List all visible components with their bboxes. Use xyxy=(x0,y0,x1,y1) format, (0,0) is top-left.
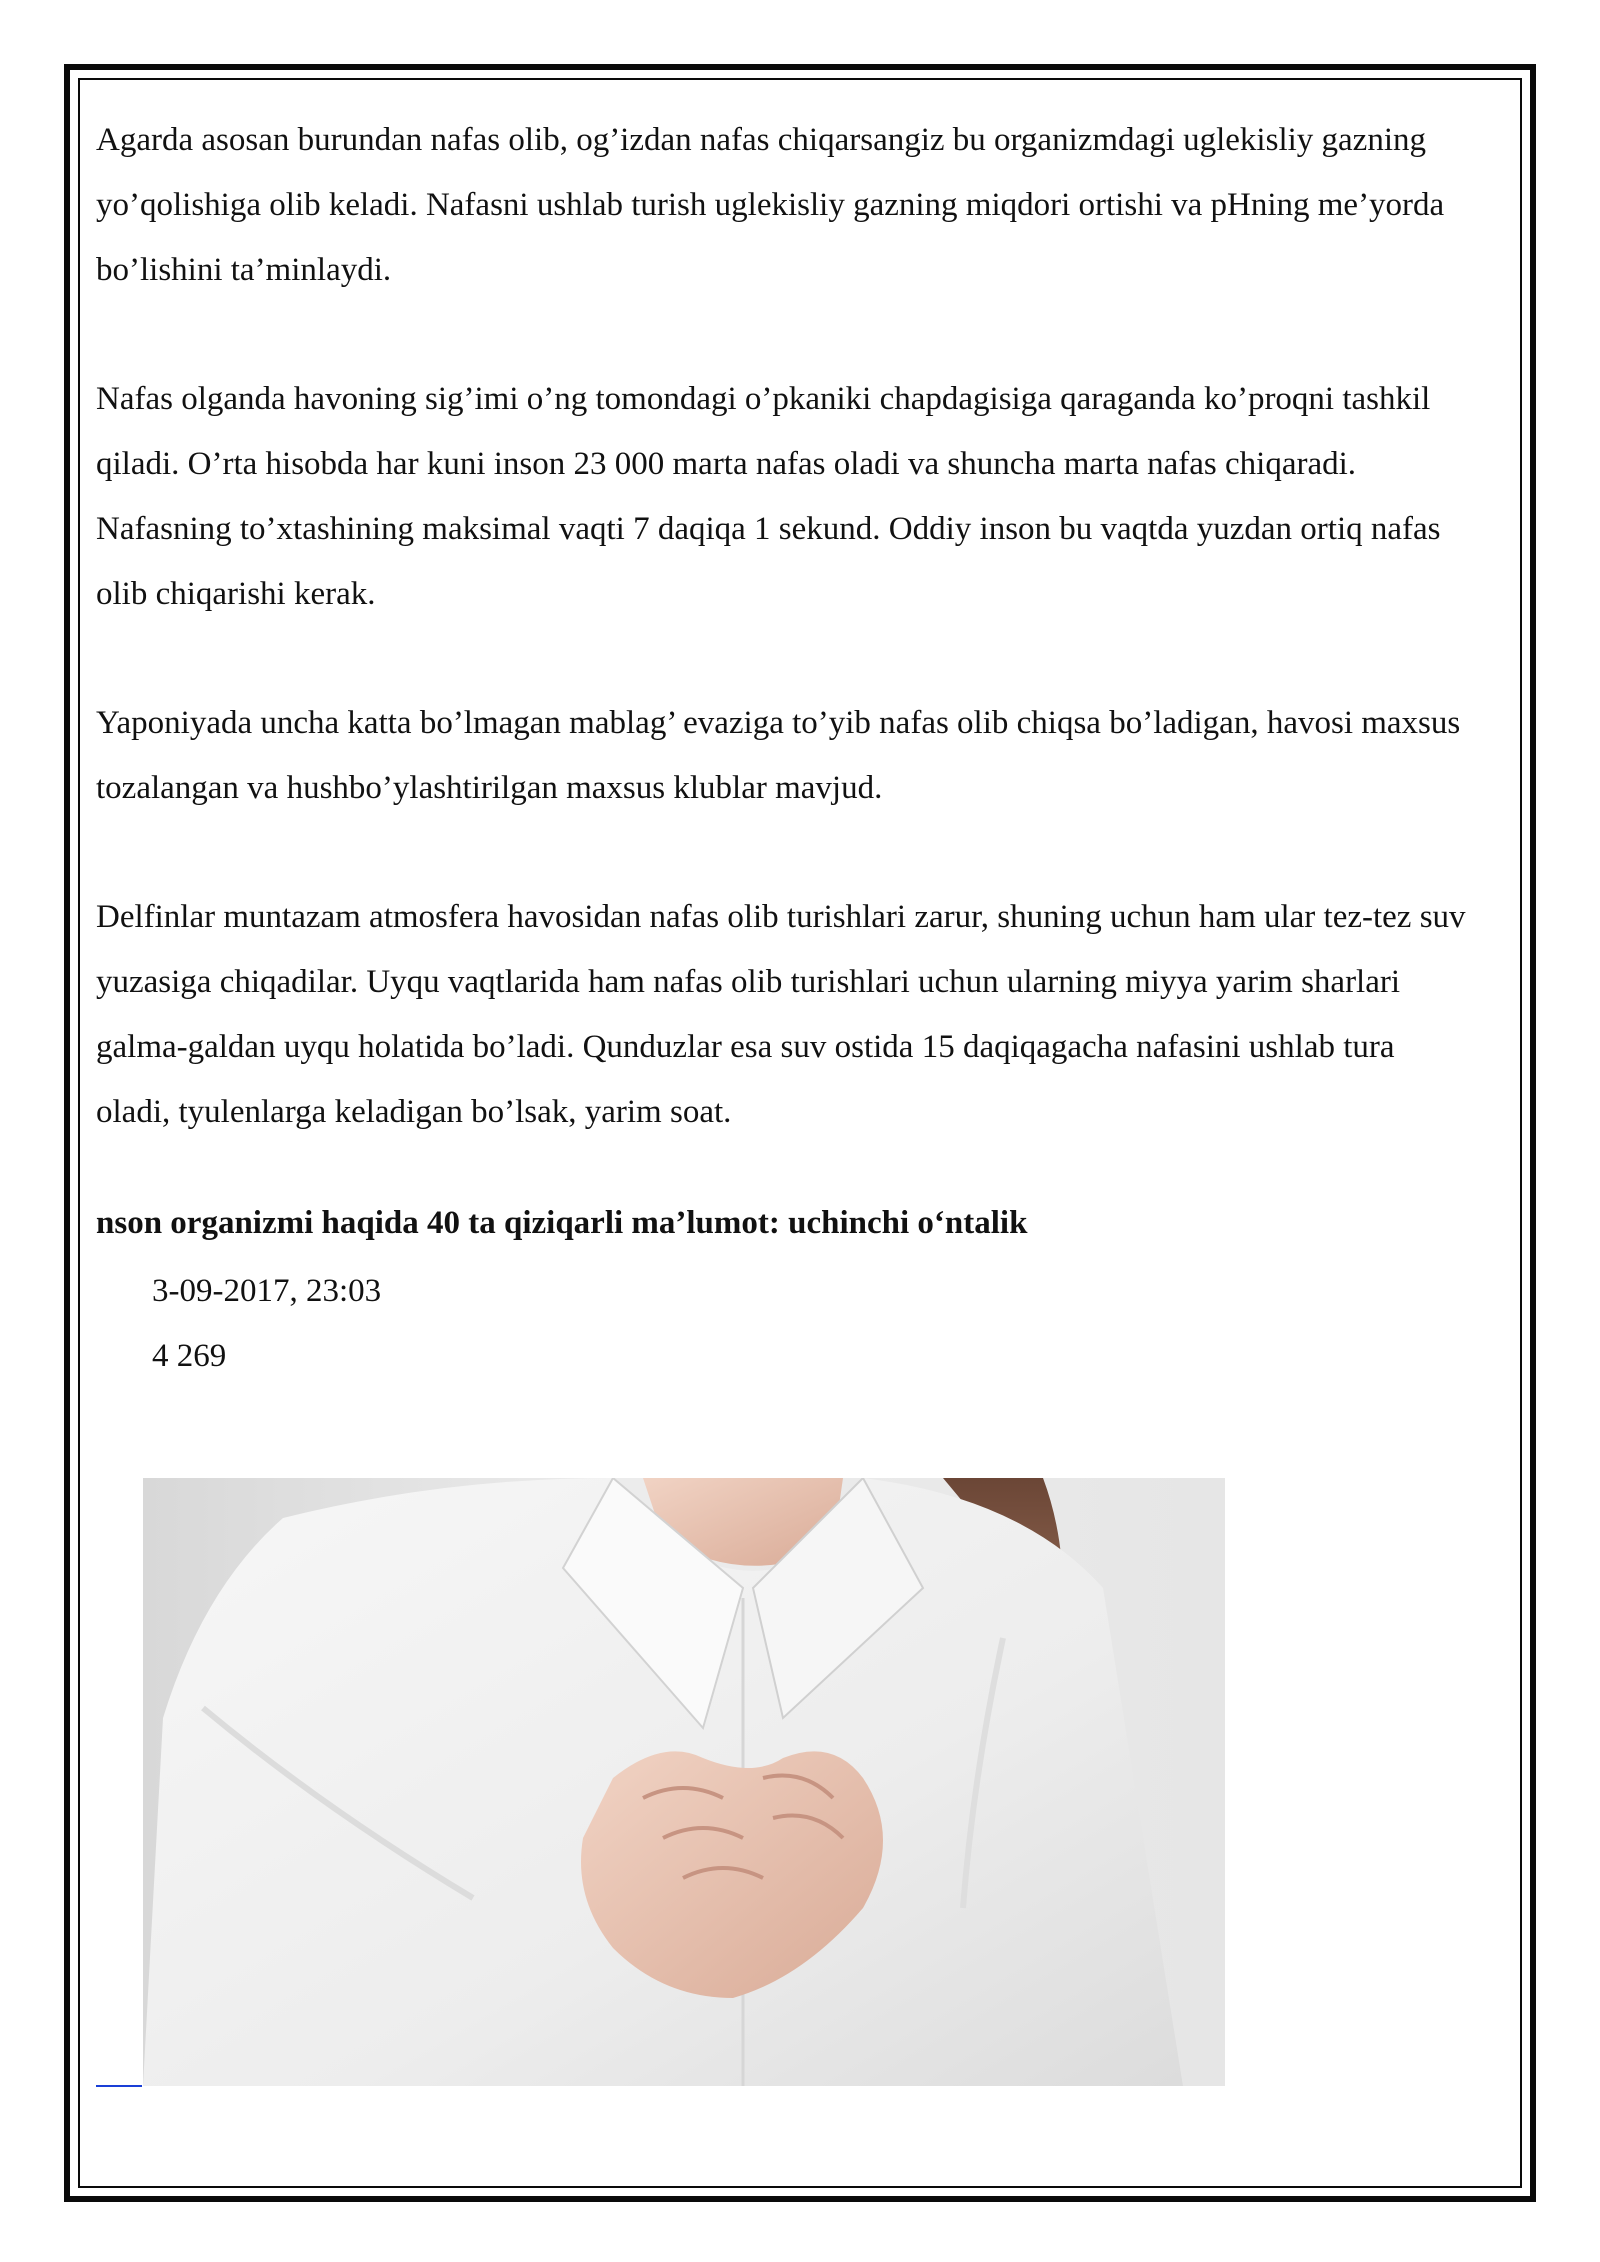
article-date: 3-09-2017, 23:03 xyxy=(152,1273,382,1309)
article-photo xyxy=(143,1478,1225,2086)
paragraph-dolphins: Delfinlar muntazam atmosfera havosidan nafas olib turishlari zarur, shuning uchun ham ular tez-tez suv yuzasiga chiqadilar. Uyqu vaqtlarida ham nafas olib turishlari uchun ularning miyya yarim sharlari galma-galdan uyqu holatida bo’ladi. Qunduzlar esa suv ostida 15 daqiqagacha nafasini ushlab tura oladi, tyulenlarga keladigan bo’lsak, yarim soat. xyxy=(96,899,1466,1130)
document-body xyxy=(96,108,1466,1389)
article-heading: nson organizmi haqida 40 ta qiziqarli ma’lumot: uchinchi o‘ntalik xyxy=(96,1205,1028,1241)
link-underline[interactable] xyxy=(96,2085,142,2087)
article-views: 4 269 xyxy=(152,1338,227,1374)
paragraph-japan-clubs: Yaponiyada uncha katta bo’lmagan mablag’ evaziga to’yib nafas olib chiqsa bo’ladigan, havosi maxsus tozalangan va hushbo’ylashtirilgan maxsus klublar mavjud. xyxy=(96,705,1461,806)
paragraph-breathing-co2: Agarda asosan burundan nafas olib, og’izdan nafas chiqarsangiz bu organizmdagi uglekisliy gazning yo’qolishiga olib keladi. Nafasni ushlab turish uglekisliy gazning miqdori ortishi va pHning me’yorda bo’lishini ta’minlaydi. xyxy=(96,122,1445,288)
paragraph-lung-capacity: Nafas olganda havoning sig’imi o’ng tomondagi o’pkaniki chapdagisiga qaraganda ko’proqni tashkil qiladi. O’rta hisobda har kuni inson 23 000 marta nafas oladi va shuncha marta nafas chiqaradi. Nafasning to’xtashining maksimal vaqti 7 daqiqa 1 sekund. Oddiy inson bu vaqtda yuzdan ortiq nafas olib chiqarishi kerak. xyxy=(96,381,1441,612)
